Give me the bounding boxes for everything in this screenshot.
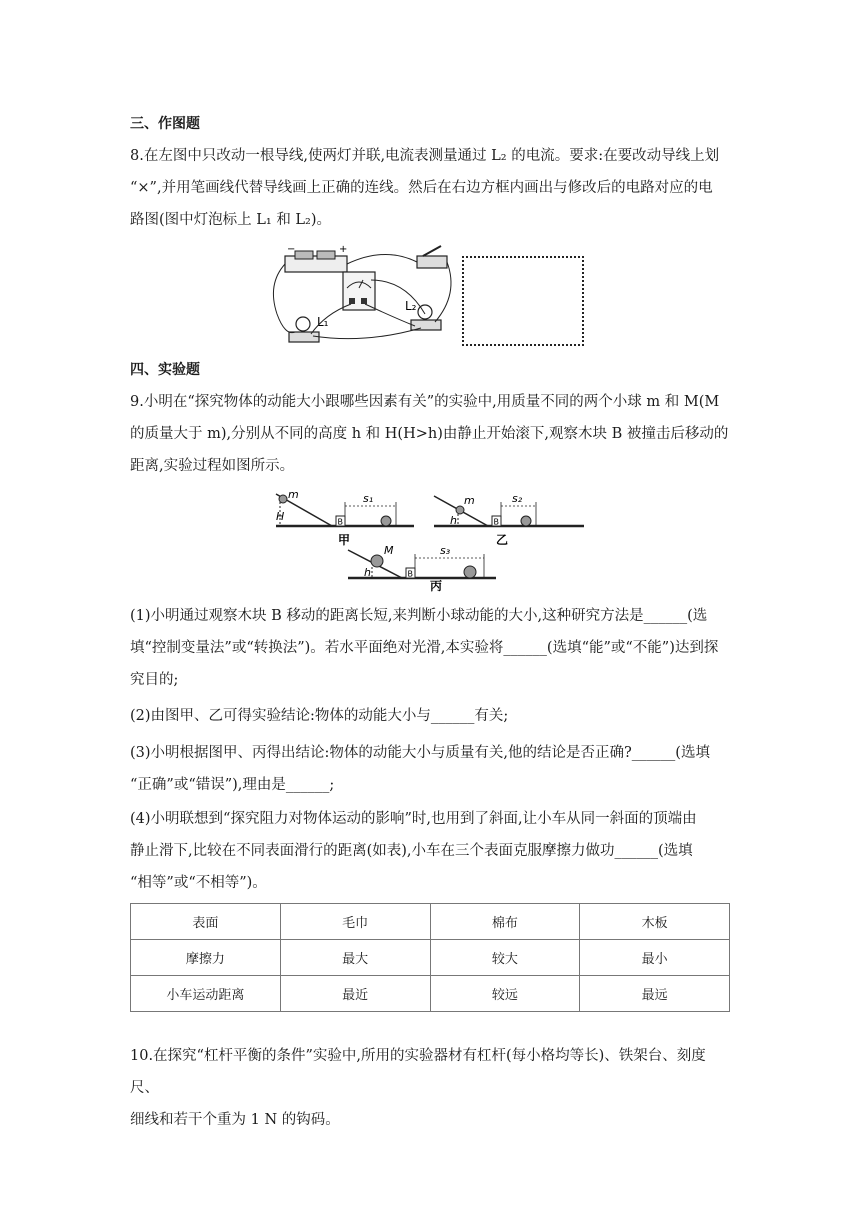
bing-height-label: h [364,566,371,579]
q9-p3-line-1: (3)小明根据图甲、丙得出结论:物体的动能大小与质量有关,他的结论是否正确?______(选填 [130,745,710,761]
question-9-part-2 [130,700,734,732]
q8-line-3: 路图(图中灯泡标上 L₁ 和 L₂)。 [130,212,332,228]
q10-line-2: 细线和若干个重为 1 N 的钩码。 [130,1112,340,1128]
q9-line-3: 距离,实验过程如图所示。 [130,458,295,474]
yi-block-label: B [493,517,499,527]
yi-ball-label: m [464,494,475,507]
q9-p1-line-3: 究目的; [130,672,179,688]
q10-line-1: 10.在探究“杠杆平衡的条件”实验中,所用的实验器材有杠杆(每小格均等长)、铁架台、刻度尺、 [130,1048,706,1096]
friction-table [130,903,730,1012]
table-row [131,904,730,940]
section-3-heading: 三、作图题 [130,116,200,132]
table-cell: 木板 [580,904,730,940]
jia-distance-label: s₁ [363,492,374,505]
table-cell: 较远 [430,976,580,1012]
circuit-figure [265,244,460,348]
caption-bing: 丙 [430,579,443,592]
table-cell: 棉布 [430,904,580,940]
question-9-text [130,386,734,482]
lamp-1-label: L₁ [317,315,329,329]
section-4-heading: 四、实验题 [130,362,200,378]
question-9-part-1 [130,600,734,696]
battery-minus-label: − [287,244,296,255]
table-cell: 最大 [280,940,430,976]
lamp-2-label: L₂ [405,299,417,313]
q8-line-2: “×”,并用笔画线代替导线画上正确的连线。然后在右边方框内画出与修改后的电路对应的电 [130,180,713,196]
jia-block-label: B [337,517,343,527]
q9-p4-line-1: (4)小明联想到“探究阻力对物体运动的影响”时,也用到了斜面,让小车从同一斜面的顶端由 [130,811,697,827]
jia-ball-label: m [288,490,299,501]
table-row [131,976,730,1012]
q9-p3-line-2: “正确”或“错误”),理由是______; [130,777,335,793]
caption-yi: 乙 [496,533,509,547]
q9-p4-line-3: “相等”或“不相等”)。 [130,875,267,891]
table-cell: 小车运动距离 [131,976,281,1012]
q9-line-2: 的质量大于 m),分别从不同的高度 h 和 H(H>h)由静止开始滚下,观察木块 B 被撞击后移动的 [130,426,729,442]
table-cell: 最近 [280,976,430,1012]
question-10-text [130,1040,734,1136]
yi-distance-label: s₂ [512,492,523,505]
figure-yi [434,492,584,547]
q9-line-1: 9.小明在“探究物体的动能大小跟哪些因素有关”的实验中,用质量不同的两个小球 m 和 M(M [130,394,720,410]
question-9-part-4 [130,803,734,899]
bing-block-label: B [407,569,413,579]
figure-bing [348,544,496,592]
table-cell: 最远 [580,976,730,1012]
q9-p1-line-2: 填“控制变量法”或“转换法”)。若水平面绝对光滑,本实验将______(选填“能”或“不能”)达到探 [130,640,719,656]
battery-plus-label: + [339,244,348,255]
question-9-part-3 [130,737,734,801]
q8-line-1: 8.在左图中只改动一根导线,使两灯并联,电流表测量通过 L₂ 的电流。要求:在要改动导线上划 [130,148,720,164]
q9-p1-line-1: (1)小明通过观察木块 B 移动的距离长短,来判断小球动能的大小,这种研究方法是______(选 [130,608,708,624]
answer-box-dashed [462,256,584,346]
q9-p2-line: (2)由图甲、乙可得实验结论:物体的动能大小与______有关; [130,708,509,724]
table-cell: 毛巾 [280,904,430,940]
q9-p4-line-2: 静止滑下,比较在不同表面滑行的距离(如表),小车在三个表面克服摩擦力做功______(选填 [130,843,693,859]
bing-ball-label: M [384,544,394,557]
bing-distance-label: s₃ [440,544,451,557]
table-cell: 较大 [430,940,580,976]
caption-jia: 甲 [338,533,351,547]
kinetic-energy-figure [274,490,586,592]
figure-jia [276,490,414,547]
table-cell: 摩擦力 [131,940,281,976]
yi-height-label: h [450,514,457,527]
table-row [131,940,730,976]
jia-height-label: H [276,510,285,523]
question-8-text [130,140,734,236]
table-cell: 表面 [131,904,281,940]
table-cell: 最小 [580,940,730,976]
